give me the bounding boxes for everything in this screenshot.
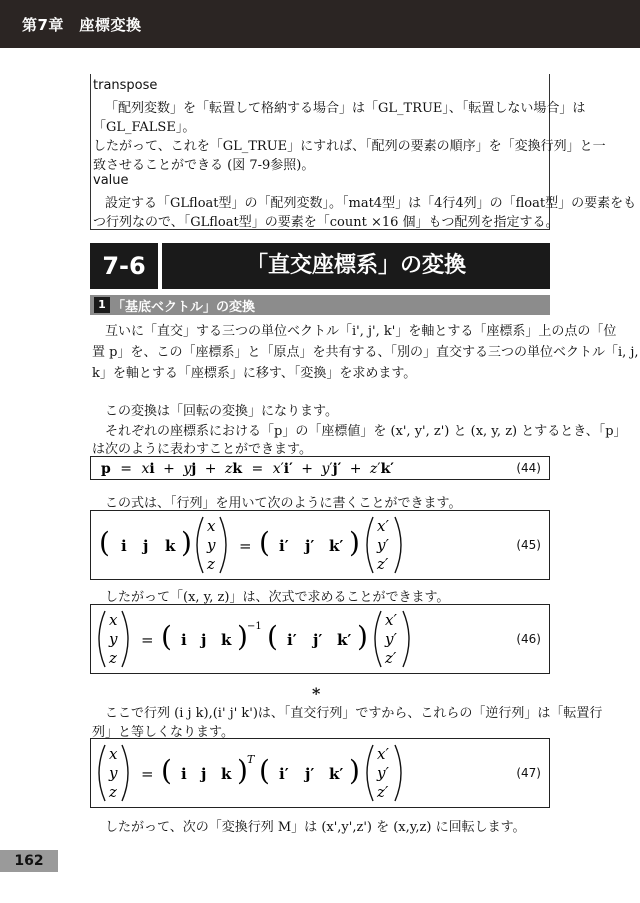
- svg-text:j: j: [201, 765, 207, 783]
- section-heading: [90, 243, 550, 289]
- svg-text:=: =: [141, 765, 154, 783]
- equation-46: [91, 605, 549, 673]
- param-desc: 「配列変数」を「転置して格納する場合」は「GL_TRUE」、「転置しない場合」は: [105, 101, 586, 116]
- paragraph-line: ここで行列 (i j k),(i' j' k')は、「直交行列」ですから、これらの「逆行列」は「転置行: [105, 706, 603, 721]
- svg-text:j: j: [143, 537, 149, 555]
- svg-text:i′: i′: [279, 537, 289, 555]
- svg-text:x: x: [109, 745, 118, 763]
- svg-text:z: z: [207, 555, 215, 573]
- subsection-number: 1: [94, 297, 110, 313]
- svg-text:j′: j′: [305, 765, 315, 783]
- svg-text:(: (: [161, 620, 172, 653]
- paragraph-line: それぞれの座標系における「p」の「座標値」を (x', y', z') と (x, y, z) とするとき、「p」: [105, 424, 627, 439]
- subsection-heading: [90, 295, 550, 315]
- svg-text:(: (: [259, 526, 270, 559]
- svg-text:z′: z′: [385, 649, 397, 667]
- svg-text:y′: y′: [377, 764, 389, 782]
- equation-45: [91, 511, 549, 579]
- chapter-header: [0, 0, 640, 48]
- chapter-title: 第7章 座標変換: [22, 16, 142, 34]
- paragraph-line: 列」と等しくなります。: [92, 725, 234, 740]
- svg-text:z: z: [109, 649, 117, 667]
- svg-text:k′: k′: [337, 631, 352, 649]
- svg-text:y′: y′: [377, 536, 389, 554]
- svg-text:): ): [237, 754, 248, 787]
- equation-number: (47): [516, 766, 541, 780]
- svg-text:): ): [357, 620, 368, 653]
- svg-text:y: y: [109, 764, 118, 782]
- param-desc: したがって、これを「GL_TRUE」にすれば、「配列の要素の順序」を「変換行列」と一: [93, 139, 606, 154]
- svg-text:i: i: [181, 631, 187, 649]
- svg-text:(: (: [99, 526, 110, 559]
- equation-box-47: [90, 738, 550, 808]
- svg-text:T: T: [247, 753, 255, 766]
- separator-asterisk: *: [312, 684, 321, 703]
- paragraph-line: したがって、次の「変換行列 M」は (x',y',z') を (x,y,z) に回転します。: [105, 820, 526, 835]
- param-desc: 致させることができる (図 7-9参照)。: [93, 158, 315, 173]
- equation-box-44: [90, 456, 550, 480]
- param-term-value: value: [93, 173, 129, 188]
- svg-text:y: y: [109, 630, 118, 648]
- param-desc: つ行列なので、「GLfloat型」の要素を「count ×16 個」もつ配列を指定する。: [93, 215, 559, 230]
- svg-text:x: x: [109, 611, 118, 629]
- param-term-transpose: transpose: [93, 78, 158, 93]
- svg-text:=: =: [141, 631, 154, 649]
- svg-text:k: k: [221, 765, 232, 783]
- svg-text:(: (: [267, 620, 278, 653]
- svg-text:y′: y′: [385, 630, 397, 648]
- svg-text:=: =: [239, 537, 252, 555]
- section-title: 「直交座標系」の変換: [162, 243, 550, 289]
- equation-number: (45): [516, 538, 541, 552]
- paragraph-line: 互いに「直交」する三つの単位ベクトル「i', j', k'」を軸とする「座標系」上の点の「位: [105, 324, 617, 339]
- svg-text:i′: i′: [279, 765, 289, 783]
- svg-text:j′: j′: [305, 537, 315, 555]
- paragraph-line: したがって「(x, y, z)」は、次式で求めることができます。: [105, 590, 450, 605]
- equation-44: [91, 457, 549, 479]
- param-desc: 設定する「GLfloat型」の「配列変数」。「mat4型」は「4行4列」の「float型」の要素をも: [105, 196, 637, 211]
- svg-text:z′: z′: [377, 783, 389, 801]
- equation-47: [91, 739, 549, 807]
- svg-text:p = xi +: p = xi + yj + zk = x′i′ + y′j′ + z′k′: [101, 461, 394, 477]
- equation-number: (46): [516, 632, 541, 646]
- svg-text:): ): [237, 620, 248, 653]
- svg-text:−1: −1: [247, 621, 262, 632]
- svg-text:i′: i′: [287, 631, 297, 649]
- svg-text:i: i: [181, 765, 187, 783]
- svg-text:): ): [349, 754, 360, 787]
- svg-text:k: k: [165, 537, 176, 555]
- param-desc: 「GL_FALSE」。: [93, 120, 196, 135]
- section-number: 7-6: [90, 243, 158, 289]
- paragraph-line: この式は、「行列」を用いて次のように書くことができます。: [105, 496, 462, 511]
- svg-text:j: j: [201, 631, 207, 649]
- svg-text:i: i: [121, 537, 127, 555]
- paragraph-line: 置 p」を、この「座標系」と「原点」を共有する、「別の」直交する三つの単位ベクトル「i, j,: [92, 345, 639, 360]
- parameter-description-box: [90, 74, 637, 230]
- svg-text:(: (: [161, 754, 172, 787]
- svg-text:y: y: [207, 536, 216, 554]
- svg-text:k: k: [221, 631, 232, 649]
- subsection-title: 「基底ベクトル」の変換: [112, 300, 256, 315]
- svg-text:(: (: [259, 754, 270, 787]
- svg-text:j′: j′: [313, 631, 323, 649]
- svg-text:x: x: [207, 517, 216, 535]
- paragraph-line: は次のように表わすことができます。: [92, 442, 312, 457]
- svg-text:k′: k′: [329, 537, 344, 555]
- equation-box-46: [90, 604, 550, 674]
- svg-text:x′: x′: [385, 611, 397, 629]
- equation-number: (44): [516, 461, 541, 475]
- paragraph-line: この変換は「回転の変換」になります。: [105, 404, 338, 419]
- svg-text:): ): [349, 526, 360, 559]
- paragraph-line: k」を軸とする「座標系」に移す、「変換」を求めます。: [92, 366, 417, 381]
- equation-box-45: [90, 510, 550, 580]
- svg-text:x′: x′: [377, 745, 389, 763]
- svg-text:z: z: [109, 783, 117, 801]
- svg-text:x′: x′: [377, 517, 389, 535]
- svg-text:z′: z′: [377, 555, 389, 573]
- svg-text:k′: k′: [329, 765, 344, 783]
- page-number: 162: [0, 850, 58, 872]
- svg-text:): ): [181, 526, 192, 559]
